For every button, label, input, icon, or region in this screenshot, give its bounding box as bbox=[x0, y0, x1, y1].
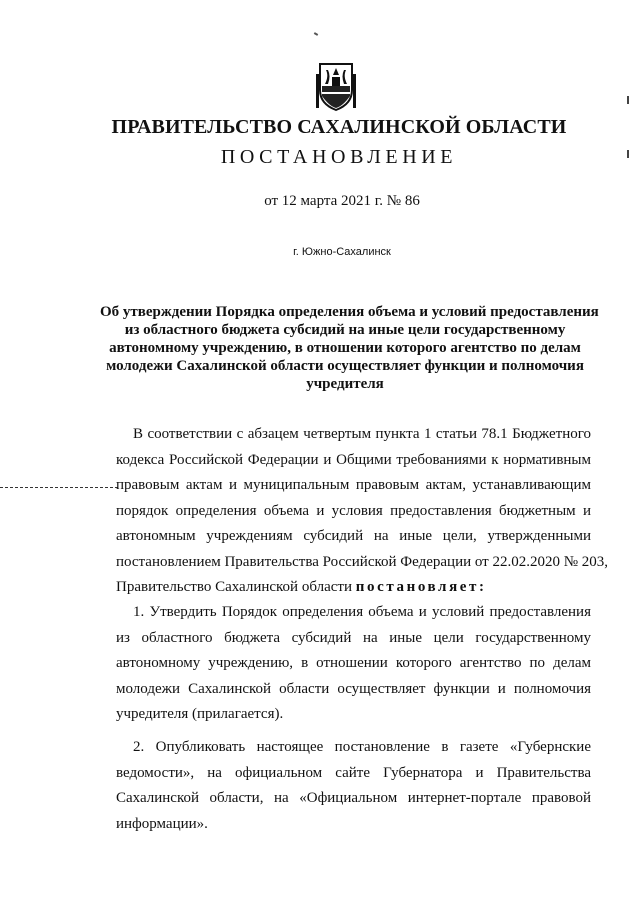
item-2-line: ведомости», на официальном сайте Губернатора и Правительства bbox=[116, 764, 591, 781]
preamble-line: В соответствии с абзацем четвертым пункта 1 статьи 78.1 Бюджетного bbox=[133, 426, 591, 442]
government-name: ПРАВИТЕЛЬСТВО САХАЛИНСКОЙ ОБЛАСТИ bbox=[111, 116, 567, 138]
item-1-line: учредителя (прилагается). bbox=[116, 706, 284, 722]
document-type: ПОСТАНОВЛЕНИЕ bbox=[220, 146, 458, 168]
subject-line: учредителя bbox=[306, 376, 384, 392]
item-2-line: Сахалинской области, на «Официальном интернет-портале правовой bbox=[116, 790, 591, 806]
preamble-line-prefix: Правительство Сахалинской области bbox=[116, 579, 356, 595]
document-subject bbox=[100, 303, 599, 393]
document-city: г. Южно-Сахалинск bbox=[293, 246, 391, 258]
item-1-line: молодежи Сахалинской области осуществляет функции и полномочия bbox=[116, 680, 591, 697]
item-2-paragraph bbox=[116, 735, 591, 837]
item-2-line: информации». bbox=[116, 815, 208, 832]
preamble-line bbox=[116, 575, 591, 601]
resolves-word: постановляет: bbox=[355, 579, 487, 595]
preamble-line: постановлением Правительства Российской Федерации от 22.02.2020 № 203, bbox=[116, 553, 609, 570]
subject-line: Об утверждении Порядка определения объема и условий предоставления bbox=[100, 304, 599, 320]
item-1-line: 1. Утвердить Порядок определения объема и условий предоставления bbox=[133, 604, 591, 620]
item-2-line: 2. Опубликовать настоящее постановление в газете «Губернские bbox=[133, 739, 591, 755]
scan-artifact bbox=[314, 32, 318, 36]
edge-mark bbox=[627, 96, 629, 104]
preamble-line: автономным учреждениям субсидий на иные цели, утвержденными bbox=[116, 528, 591, 544]
subject-line: молодежи Сахалинской области осуществляет функции и полномочия bbox=[106, 358, 584, 374]
margin-line bbox=[0, 487, 118, 489]
document-date-number: от 12 марта 2021 г. № 86 bbox=[264, 193, 420, 209]
sakhalin-coat-of-arms-icon bbox=[313, 60, 359, 112]
preamble-paragraph bbox=[116, 422, 609, 601]
preamble-line: правовым актам и муниципальным правовым актам, устанавливающим bbox=[116, 477, 591, 493]
item-1-line: из областного бюджета субсидий на иные цели государственному bbox=[116, 629, 591, 646]
preamble-line: кодекса Российской Федерации и Общими требованиями к нормативным bbox=[116, 451, 591, 468]
item-1-paragraph bbox=[116, 600, 591, 728]
subject-line: из областного бюджета субсидий на иные цели государственному bbox=[124, 322, 566, 338]
preamble-line: порядок определения объема и условия предоставления бюджетным и bbox=[116, 502, 591, 519]
subject-line: автономному учреждению, в отношении которого агентство по делам bbox=[109, 340, 581, 356]
item-1-line: автономному учреждению, в отношении которого агентство по делам bbox=[116, 655, 591, 671]
